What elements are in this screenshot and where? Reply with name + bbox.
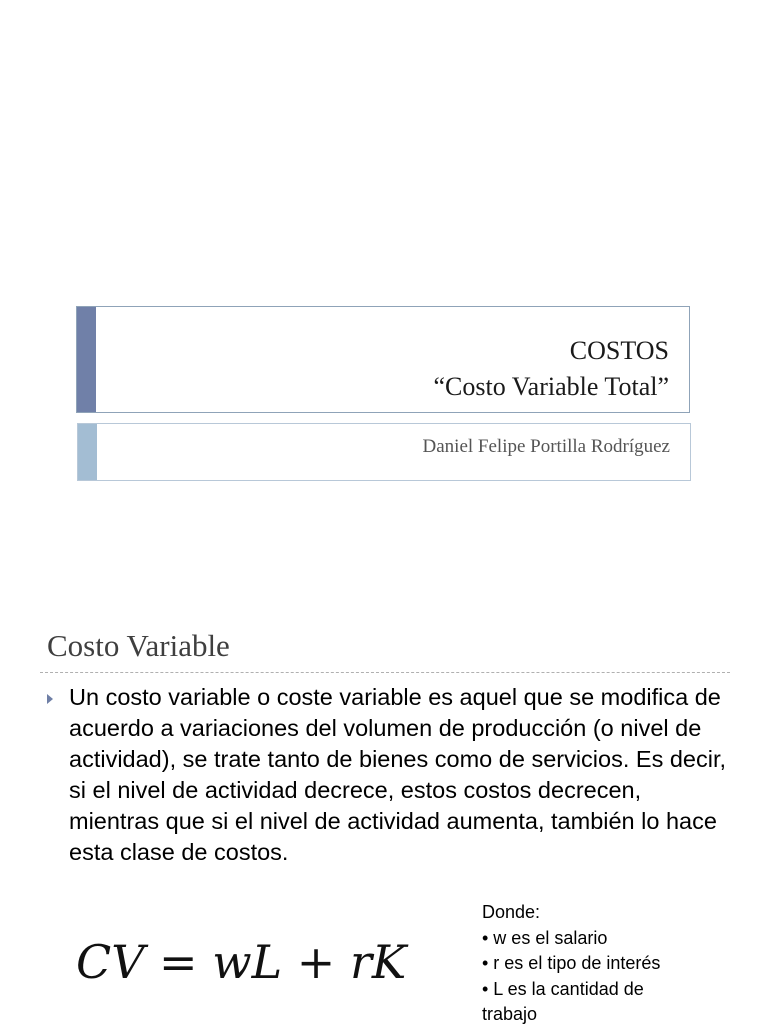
section-heading: Costo Variable	[47, 628, 230, 663]
definition-item: • w es el salario	[482, 927, 608, 948]
variable-definitions	[482, 900, 722, 1028]
heading-divider	[40, 672, 730, 673]
bullet-arrow-icon	[47, 694, 53, 704]
bullet-paragraph: Un costo variable o coste variable es aquel que se modifica de acuerdo a variaciones del volumen de producción (o nivel de actividad), se trate tanto de bienes como de servicios. Es decir, si el nivel de actividad decrece, estos costos decrecen, mientras que si el nivel de actividad aumenta, también lo hace esta clase de costos.	[69, 684, 727, 865]
author-name: Daniel Felipe Portilla Rodríguez	[422, 436, 670, 457]
title-line-2: “Costo Variable Total”	[433, 372, 669, 401]
definition-item: trabajo	[482, 1004, 538, 1024]
formula-lhs: CV	[76, 935, 145, 989]
title-accent-bar	[77, 307, 96, 412]
cost-formula	[76, 935, 406, 989]
definitions-title: Donde:	[482, 902, 541, 922]
title-box	[76, 306, 690, 413]
subtitle-box	[77, 423, 691, 481]
definition-item: • L es la cantidad de	[482, 978, 644, 999]
title-line-1: COSTOS	[569, 336, 669, 365]
formula-term-1: wL	[212, 935, 283, 989]
formula-term-2: rK	[349, 935, 407, 989]
subtitle-accent-bar	[78, 424, 97, 480]
definition-item: • r es el tipo de interés	[482, 953, 661, 973]
formula-equals: =	[159, 935, 198, 989]
formula-plus: +	[296, 935, 336, 989]
slide-title	[434, 333, 670, 405]
